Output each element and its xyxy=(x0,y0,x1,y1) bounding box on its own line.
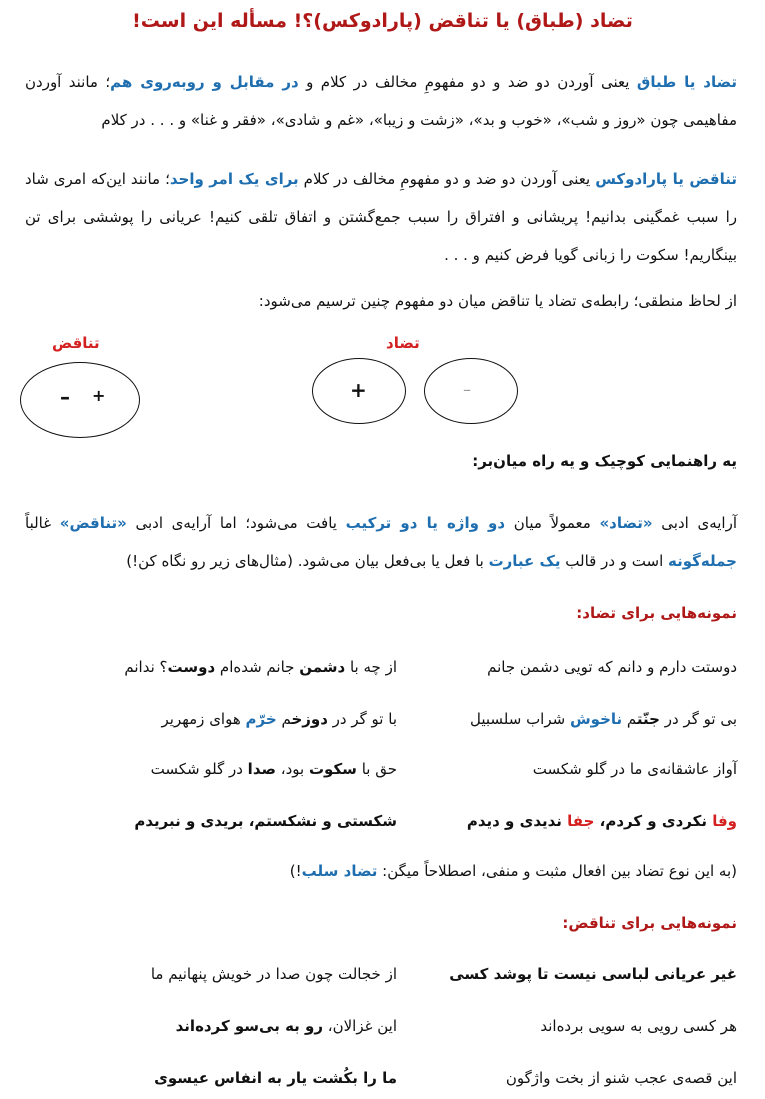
tazad-plus: + xyxy=(350,378,367,402)
guide-text: یافت می‌شود؛ اما آرایه‌ی ادبی xyxy=(126,514,346,532)
guide-highlight: دو واژه یا دو ترکیب xyxy=(345,514,506,532)
guide-highlight: جمله‌گونه xyxy=(668,552,737,570)
tanaghoz-highlight: برای یک امر واحد xyxy=(169,170,299,188)
guide-highlight: «تناقض» xyxy=(59,514,127,532)
verse-left: ما را بکُشت یار به انفاس عیسوی xyxy=(154,1069,397,1087)
tanaghoz-term: تناقض یا پارادوکس xyxy=(595,170,737,188)
verse-left: با تو گر در دوزخم خرّم هوای زمهریر xyxy=(161,710,397,728)
guide-text: است و در قالب xyxy=(560,552,669,570)
tanaghoz-text-2: ؛ مانند این‌که امری شاد را سبب غمگینی بدانیم! پریشانی و افتراق را سبب جمع‌گشتن و اتفاق تلقی کنیم! عریانی را پوششی برای تن بینگاریم! سکوت را زبانی گویا فرض کنیم و . . . xyxy=(25,170,737,264)
guide-heading: یه راهنمایی کوچیک و یه راه میان‌بر: xyxy=(472,452,737,470)
tazad-text: یعنی آوردن دو ضد و دو مفهومِ مخالف در کلام و xyxy=(298,73,637,91)
tazad-minus-ellipse xyxy=(424,358,518,424)
guide-text: غالباً xyxy=(25,514,60,532)
verse-left: از خجالت چون صدا در خویش پنهانیم ما xyxy=(150,965,397,983)
tazad-minus: – xyxy=(463,380,471,399)
tanaghoz-ellipse xyxy=(20,362,140,438)
verse-right: وفا نکردی و کردم، جفا ندیدی و دیدم xyxy=(466,812,737,830)
tazad-examples-heading: نمونه‌هایی برای تضاد: xyxy=(576,604,737,622)
verse-left: شکستی و نشکستم، بریدی و نبریدم xyxy=(134,812,397,830)
tanaghoz-plus: + xyxy=(92,386,106,405)
verse-left: این غزالان، رو به بی‌سو کرده‌اند xyxy=(175,1017,397,1035)
guide-highlight: «تضاد» xyxy=(599,514,653,532)
verse-left: حق با سکوت بود، صدا در گلو شکست xyxy=(150,760,397,778)
guide-text: با فعل یا بی‌فعل بیان می‌شود. (مثال‌های زیر رو نگاه کن!) xyxy=(126,552,489,570)
tazad-definition xyxy=(25,63,737,139)
tanaghoz-minus: – xyxy=(60,385,70,409)
verse-right: آواز عاشقانه‌ی ما در گلو شکست xyxy=(532,760,737,778)
verse-left: از چه با دشمن جانم شده‌ام دوست؟ ندانم xyxy=(124,658,397,676)
tazad-diagram-label: تضاد xyxy=(386,334,420,352)
tanaghoz-examples-heading: نمونه‌هایی برای تناقض: xyxy=(562,914,737,932)
tanaghoz-definition xyxy=(25,160,737,274)
tazad-highlight: در مقابل و روبه‌روی هم xyxy=(110,73,299,91)
salb-note: (به این نوع تضاد بین افعال مثبت و منفی، اصطلاحاً میگن: تضاد سلب!) xyxy=(289,862,737,880)
tanaghoz-text: یعنی آوردن دو ضد و دو مفهومِ مخالف در کلام xyxy=(298,170,596,188)
tazad-text-2: ؛ مانند آوردن مفاهیمی چون «روز و شب»، «خوب و بد»، «زشت و زیبا»، «غم و شادی»، «فقر و غنا» و . . . در کلام xyxy=(25,73,737,129)
verse-right: این قصه‌ی عجب شنو از بخت واژگون xyxy=(505,1069,737,1087)
tazad-term: تضاد یا طباق xyxy=(636,73,737,91)
guide-highlight: یک عبارت xyxy=(488,552,561,570)
verse-right: بی تو گر در جنّتم ناخوش شراب سلسبیل xyxy=(469,710,737,728)
page-title: تضاد (طباق) یا تناقض (پارادوکس)؟! مسأله این است! xyxy=(132,10,633,32)
logic-line: از لحاظ منطقی؛ رابطه‌ی تضاد یا تناقض میان دو مفهوم چنین ترسیم می‌شود: xyxy=(258,292,737,310)
verse-right: غیر عریانی لباسی نیست تا پوشد کسی xyxy=(449,965,737,983)
guide-paragraph xyxy=(25,504,737,580)
verse-right: هر کسی رویی به سویی برده‌اند xyxy=(540,1017,737,1035)
guide-text: آرایه‌ی ادبی xyxy=(652,514,737,532)
verse-right: دوستت دارم و دانم که تویی دشمن جانم xyxy=(487,658,737,676)
tanaghoz-diagram-label: تناقض xyxy=(52,334,100,352)
guide-text: معمولاً میان xyxy=(505,514,600,532)
